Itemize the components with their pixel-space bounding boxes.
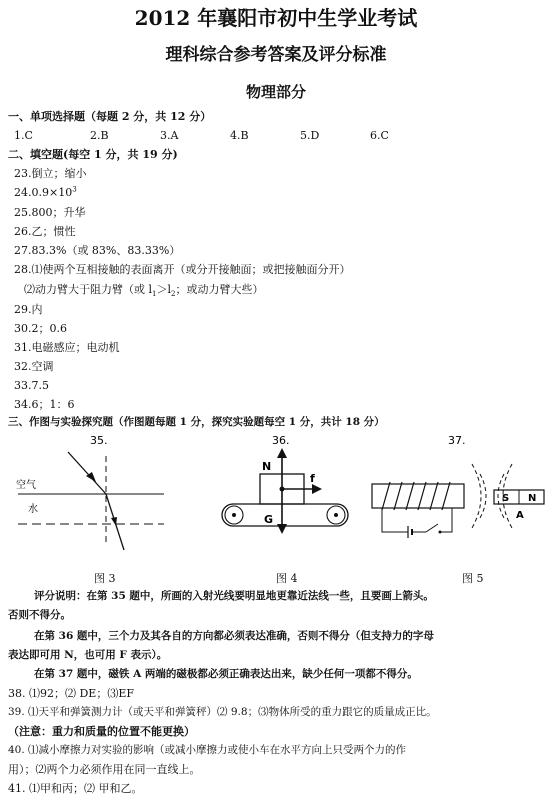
- part1-heading: 一、单项选择题（每题 2 分，共 12 分）: [8, 110, 212, 123]
- answer-28-sub2: 2: [171, 290, 176, 299]
- figure-36-number: 36.: [272, 434, 290, 447]
- answer-29: 29.内: [14, 303, 43, 316]
- answer-28-2-text-c: ；或动力臂大些）: [175, 283, 264, 296]
- answer-28-2: [24, 283, 264, 299]
- section-title: 物理部分: [245, 83, 306, 101]
- incident-ray: [68, 452, 106, 494]
- gravity-label: G: [264, 513, 274, 526]
- answer-28-sub1: 1: [152, 290, 157, 299]
- figure-36: [210, 430, 360, 560]
- page-title: 2012 年襄阳市初中生学业考试: [134, 6, 418, 30]
- magnet-a-label: A: [516, 510, 524, 521]
- field-line-left-2: [480, 474, 486, 518]
- answer-2: 2.B: [90, 129, 109, 142]
- answer-26: 26.乙；惯性: [14, 225, 76, 238]
- answer-24-exponent: 3: [72, 185, 77, 194]
- scoring-note-35: 评分说明：在第 35 题中，所画的入射光线要明显地更靠近法线一些，且要画上箭头。: [34, 590, 434, 602]
- support-force-label: N: [262, 460, 272, 473]
- answer-27: 27.83.3%（或 83%、83.33%）: [14, 244, 181, 257]
- support-force-arrow: [277, 448, 287, 458]
- figure-4-caption: 图 4: [276, 572, 298, 585]
- answer-24: [14, 186, 77, 199]
- answer-4: 4.B: [230, 129, 249, 142]
- figure-37-number: 37.: [448, 434, 466, 447]
- figure-5-caption: 图 5: [462, 572, 484, 585]
- page-subtitle: 理科综合参考答案及评分标准: [165, 45, 387, 65]
- left-roller-axle: [232, 513, 236, 517]
- answer-25: 25.800；升华: [14, 206, 86, 219]
- magnet-n-label: N: [528, 493, 537, 504]
- answer-3: 3.A: [160, 129, 179, 142]
- solenoid-coil: [382, 482, 450, 510]
- figure-37: [368, 430, 548, 560]
- conveyor-belt: [222, 504, 348, 526]
- answer-40-cont: 用）；⑵两个力必须作用在同一直线上。: [8, 763, 201, 776]
- part2-heading: 二、填空题(每空 1 分，共 19 分): [8, 148, 178, 161]
- friction-label: f: [310, 472, 315, 485]
- answer-28-2-text: ⑵动力臂大于阻力臂（或 l: [24, 283, 153, 296]
- answer-6: 6.C: [370, 129, 389, 142]
- center-point: [280, 487, 285, 492]
- answer-31: 31.电磁感应；电动机: [14, 341, 120, 354]
- friction-arrow: [312, 484, 322, 494]
- air-label: 空气: [16, 480, 36, 491]
- water-label: 水: [28, 504, 38, 515]
- figure-35: [10, 430, 170, 560]
- circuit-wire: [382, 508, 408, 532]
- switch: [426, 524, 438, 532]
- circuit-wire-3: [440, 508, 452, 532]
- refracted-arrow: [111, 517, 117, 526]
- answer-30: 30.2；0.6: [14, 322, 67, 335]
- field-line-left-1: [472, 464, 481, 528]
- scoring-note-36: 在第 36 题中，三个力及其各自的方向都必须表达准确，否则不得分（但支持力的字母: [34, 630, 434, 642]
- magnet-s-label: S: [502, 493, 510, 504]
- answer-41: 41. ⑴甲和丙；⑵ 甲和乙。: [8, 782, 143, 795]
- answer-33: 33.7.5: [14, 379, 49, 392]
- answer-5: 5.D: [300, 129, 320, 142]
- figure-3-caption: 图 3: [94, 572, 116, 585]
- answer-1: 1.C: [14, 129, 33, 142]
- answer-32: 32.空调: [14, 360, 54, 373]
- scoring-note-36-cont: 表达即可用 N，也可用 F 表示）。: [8, 649, 168, 661]
- answer-40: 40. ⑴减小摩擦力对实验的影响（或减小摩擦力或使小车在水平方向上只受两个力的作: [8, 744, 407, 756]
- answer-23: 23.倒立；缩小: [14, 167, 87, 180]
- gravity-arrow: [277, 524, 287, 534]
- part3-heading: 三、作图与实验探究题（作图题每题 1 分，探究实验题每空 1 分，共计 18 分）: [8, 416, 385, 428]
- answer-34: 34.6；1：6: [14, 398, 75, 411]
- answer-38: 38. ⑴92；⑵ DE；⑶EF: [8, 687, 134, 700]
- figure-35-number: 35.: [90, 434, 108, 447]
- answer-39-note: （注意：重力和质量的位置不能更换）: [8, 725, 195, 738]
- answer-39: 39. ⑴天平和弹簧测力计（或天平和弹簧秤）⑵ 9.8；⑶物体所受的重力跟它的质量成正比。: [8, 706, 437, 718]
- answer-28-1: 28.⑴使两个互相接触的表面离开（或分开接触面；或把接触面分开）: [14, 263, 351, 276]
- scoring-note-37: 在第 37 题中，磁铁 A 两端的磁极都必须正确表达出来，缺少任何一项都不得分。: [34, 668, 418, 680]
- answer-28-2-text-b: ＞l: [156, 283, 172, 296]
- right-roller-axle: [334, 513, 338, 517]
- scoring-note-35-cont: 否则不得分。: [8, 609, 71, 621]
- answer-24-base: 24.0.9×10: [14, 186, 73, 199]
